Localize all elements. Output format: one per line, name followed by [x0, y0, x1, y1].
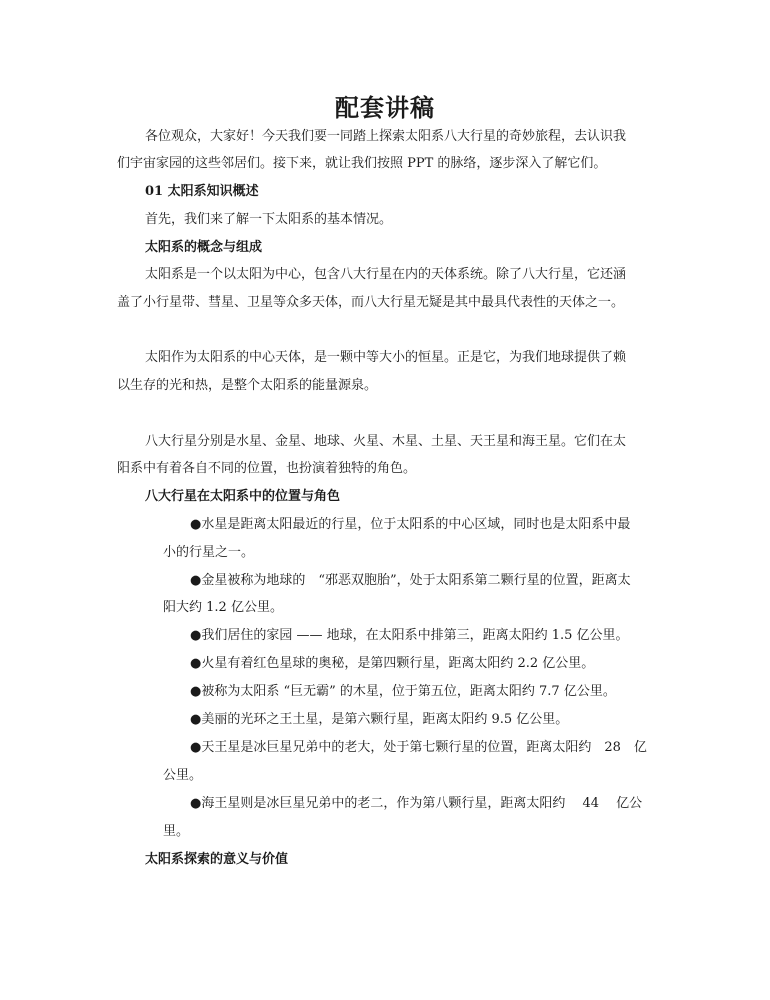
- page-title: 配套讲稿: [335, 93, 435, 122]
- list-item-uranus: [190, 739, 647, 757]
- concept-p1-line-2: 盖了小行星带、彗星、卫星等众多天体，而八大行星无疑是其中最具代表性的天体之一。: [117, 295, 625, 310]
- list-item-text: 我们居住的家园 —— 地球，在太阳系中排第三，距离太阳约 1.5 亿公里。: [201, 628, 629, 643]
- concept-p3-line-2: 阳系中有着各自不同的位置，也扮演着独特的角色。: [117, 461, 417, 476]
- bullet: ●: [190, 684, 202, 699]
- list-item-mercury: [190, 516, 630, 534]
- list-item-neptune: [190, 795, 642, 813]
- list-item-mercury-cont: 小的行星之一。: [163, 545, 255, 560]
- list-item-text: 水星是距离太阳最近的行星，位于太阳系的中心区域，同时也是太阳系中最: [201, 517, 631, 532]
- list-item-text: 火星有着红色星球的奥秘，是第四颗行星，距离太阳约 2.2 亿公里。: [201, 656, 595, 671]
- bullet: ●: [190, 656, 202, 671]
- bullet: ●: [190, 628, 202, 643]
- list-item-venus: [190, 572, 631, 590]
- list-item-text: 天王星是冰巨星兄弟中的老大，处于第七颗行星的位置，距离太阳约 28 亿: [201, 740, 647, 755]
- list-item-jupiter: [190, 683, 616, 701]
- concept-p3-line-1: 八大行星分别是水星、金星、地球、火星、木星、土星、天王星和海王星。它们在太: [145, 434, 627, 449]
- concept-p2-line-1: 太阳作为太阳系的中心天体，是一颗中等大小的恒星。正是它，为我们地球提供了赖: [145, 350, 627, 365]
- bullet: ●: [190, 796, 202, 811]
- list-item-neptune-cont: 里。: [163, 824, 190, 839]
- bullet: ●: [190, 573, 202, 588]
- section-heading-overview: 01 太阳系知识概述: [145, 184, 259, 199]
- list-item-saturn: [190, 711, 568, 729]
- list-item-text: 海王星则是冰巨星兄弟中的老二，作为第八颗行星，距离太阳约 44 亿公: [201, 796, 643, 811]
- bullet: ●: [190, 712, 202, 727]
- intro-line-1: 各位观众，大家好！今天我们要一同踏上探索太阳系八大行星的奇妙旅程，去认识我: [145, 129, 627, 144]
- list-item-earth: [190, 627, 629, 645]
- section-heading-positions: 八大行星在太阳系中的位置与角色: [145, 489, 341, 504]
- intro-line-2: 们宇宙家园的这些邻居们。接下来，就让我们按照 PPT 的脉络，逐步深入了解它们。: [117, 156, 607, 171]
- overview-text: 首先，我们来了解一下太阳系的基本情况。: [145, 212, 393, 227]
- list-item-venus-cont: 阳大约 1.2 亿公里。: [163, 600, 283, 615]
- concept-p2-line-2: 以生存的光和热，是整个太阳系的能量源泉。: [117, 378, 378, 393]
- list-item-text: 金星被称为地球的 “邪恶双胞胎”，处于太阳系第二颗行星的位置，距离太: [201, 573, 631, 588]
- bullet: ●: [190, 740, 202, 755]
- bullet: ●: [190, 517, 202, 532]
- list-item-text: 美丽的光环之王土星，是第六颗行星，距离太阳约 9.5 亿公里。: [201, 712, 569, 727]
- list-item-mars: [190, 655, 594, 673]
- list-item-uranus-cont: 公里。: [163, 768, 203, 783]
- concept-p1-line-1: 太阳系是一个以太阳为中心，包含八大行星在内的天体系统。除了八大行星，它还涵: [145, 267, 627, 282]
- section-heading-concept: 太阳系的概念与组成: [145, 240, 263, 255]
- section-heading-meaning: 太阳系探索的意义与价值: [145, 852, 289, 867]
- list-item-text: 被称为太阳系 “巨无霸” 的木星，位于第五位，距离太阳约 7.7 亿公里。: [201, 684, 616, 699]
